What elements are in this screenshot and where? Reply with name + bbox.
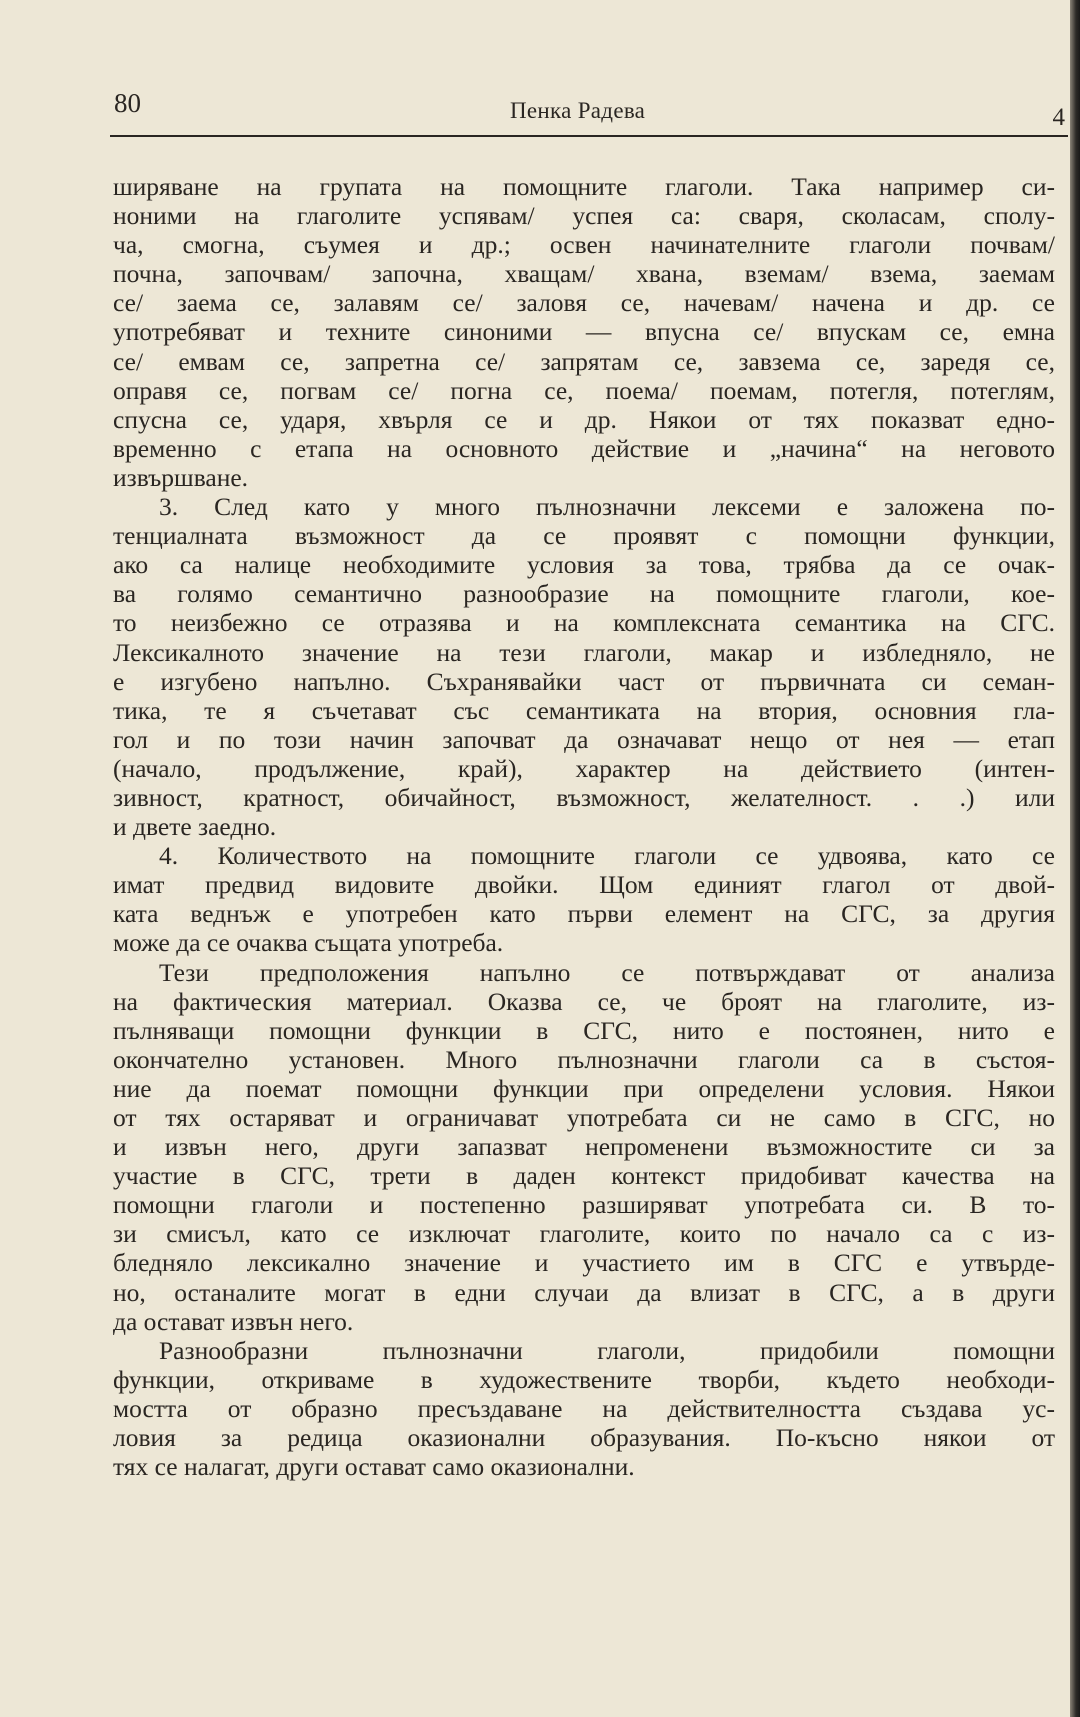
text-line: участие в СГС, трети в даден контекст придобиват качества на	[113, 1161, 1055, 1191]
text-line: ние да поемат помощни функции при определени условия. Някои	[113, 1073, 1055, 1103]
text-line: може да се очаква същата употреба.	[113, 928, 504, 958]
text-line: спусна се, ударя, хвърля се и др. Някои от тях показват едно-	[113, 404, 1055, 434]
text-line: ката веднъж е употребен като първи елемент на СГС, за другия	[113, 899, 1055, 929]
book-spine-shadow	[1070, 0, 1080, 1717]
text-line: гол и по този начин започват да означават нещо от нея — етап	[113, 724, 1055, 754]
text-line: извършване.	[113, 462, 249, 492]
text-line: се/ емвам се, запретна се/ запрятам се, завзема се, заредя се,	[113, 346, 1055, 376]
text-line: ширяване на групата на помощните глаголи. Така например си-	[113, 172, 1055, 201]
text-line: пълняващи помощни функции в СГС, нито е постоянен, нито е	[113, 1015, 1055, 1045]
running-head: Пенка Радева	[510, 98, 646, 123]
text-line: ловия за редица оказионални образувания. По-късно някои от	[113, 1423, 1055, 1453]
text-line: бледняло лексикално значение и участието им в СГС е утвърде-	[113, 1248, 1055, 1278]
text-line: и двете заедно.	[113, 812, 277, 842]
text-line: се/ заема се, залавям се/ заловя се, начевам/ начена и др. се	[113, 288, 1055, 318]
text-line: мостта от образно пресъздаване на действителността създава ус-	[113, 1393, 1055, 1423]
text-line: (начало, продължение, край), характер на действието (интен-	[113, 753, 1055, 783]
text-line: Разнообразни пълнозначни глаголи, придобили помощни	[159, 1335, 1055, 1365]
text-line: оправя се, погвам се/ погна се, поема/ поемам, потегля, потеглям,	[113, 375, 1055, 405]
margin-mark: 4	[1052, 104, 1065, 131]
text-line: Лексикалното значение на тези глаголи, макар и избледняло, не	[113, 637, 1055, 667]
text-line: употребяват и техните синоними — впусна се/ впускам се, емна	[113, 317, 1055, 347]
text-line: да остават извън него.	[113, 1306, 354, 1336]
text-line: ча, смогна, съумея и др.; освен начинателните глаголи почвам/	[113, 230, 1055, 260]
text-line: зивност, кратност, обичайност, възможност, желателност. . .) или	[113, 782, 1055, 812]
body-text	[113, 172, 1055, 1481]
text-line: и извън него, други запазват непроменени възможностите си за	[113, 1132, 1055, 1162]
text-line: имат предвид видовите двойки. Щом единият глагол от двой-	[113, 870, 1055, 900]
text-line: на фактическия материал. Оказва се, че броят на глаголите, из-	[113, 986, 1055, 1016]
text-line: 3. След като у много пълнозначни лексеми е заложена по-	[159, 492, 1055, 522]
text-line: временно с етапа на основното действие и „начина“ на неговото	[113, 433, 1055, 463]
text-line: ноними на глаголите успявам/ успея са: сваря, сколасам, сполу-	[113, 201, 1055, 231]
text-line: но, останалите могат в едни случаи да влизат в СГС, а в други	[113, 1277, 1055, 1307]
text-line: 4. Количеството на помощните глаголи се удвоява, като се	[159, 841, 1055, 871]
text-line: тика, те я съчетават със семантиката на втория, основния гла-	[113, 695, 1055, 725]
text-line: функции, откриваме в художествените творби, където необходи-	[113, 1364, 1055, 1394]
text-line: ва голямо семантично разнообразие на помощните глаголи, кое-	[113, 579, 1055, 609]
text-line: е изгубено напълно. Съхранявайки част от първичната си семан-	[113, 666, 1055, 696]
text-line: окончателно установен. Много пълнозначни глаголи са в състоя-	[113, 1044, 1055, 1074]
text-line: зи смисъл, като се изключат глаголите, които по начало са с из-	[113, 1219, 1055, 1249]
page-number: 80	[114, 88, 141, 118]
text-line: тенциалната възможност да се проявят с помощни функции,	[113, 521, 1055, 551]
text-line: от тях остаряват и ограничават употребата си не само в СГС, но	[113, 1103, 1055, 1132]
header-rule	[110, 135, 1068, 137]
text-line: ако са налице необходимите условия за това, трябва да се очак-	[113, 550, 1055, 580]
text-line: тях се налагат, други остават само оказионални.	[113, 1452, 635, 1482]
text-line: помощни глаголи и постепенно разширяват употребата си. В то-	[113, 1190, 1055, 1220]
page-header	[112, 88, 1067, 131]
text-line: то неизбежно се отразява и на комплексната семантика на СГС.	[113, 608, 1055, 638]
text-line: Тези предположения напълно се потвърждават от анализа	[159, 957, 1055, 987]
text-line: почна, започвам/ започна, хващам/ хвана, вземам/ взема, заемам	[113, 259, 1055, 289]
